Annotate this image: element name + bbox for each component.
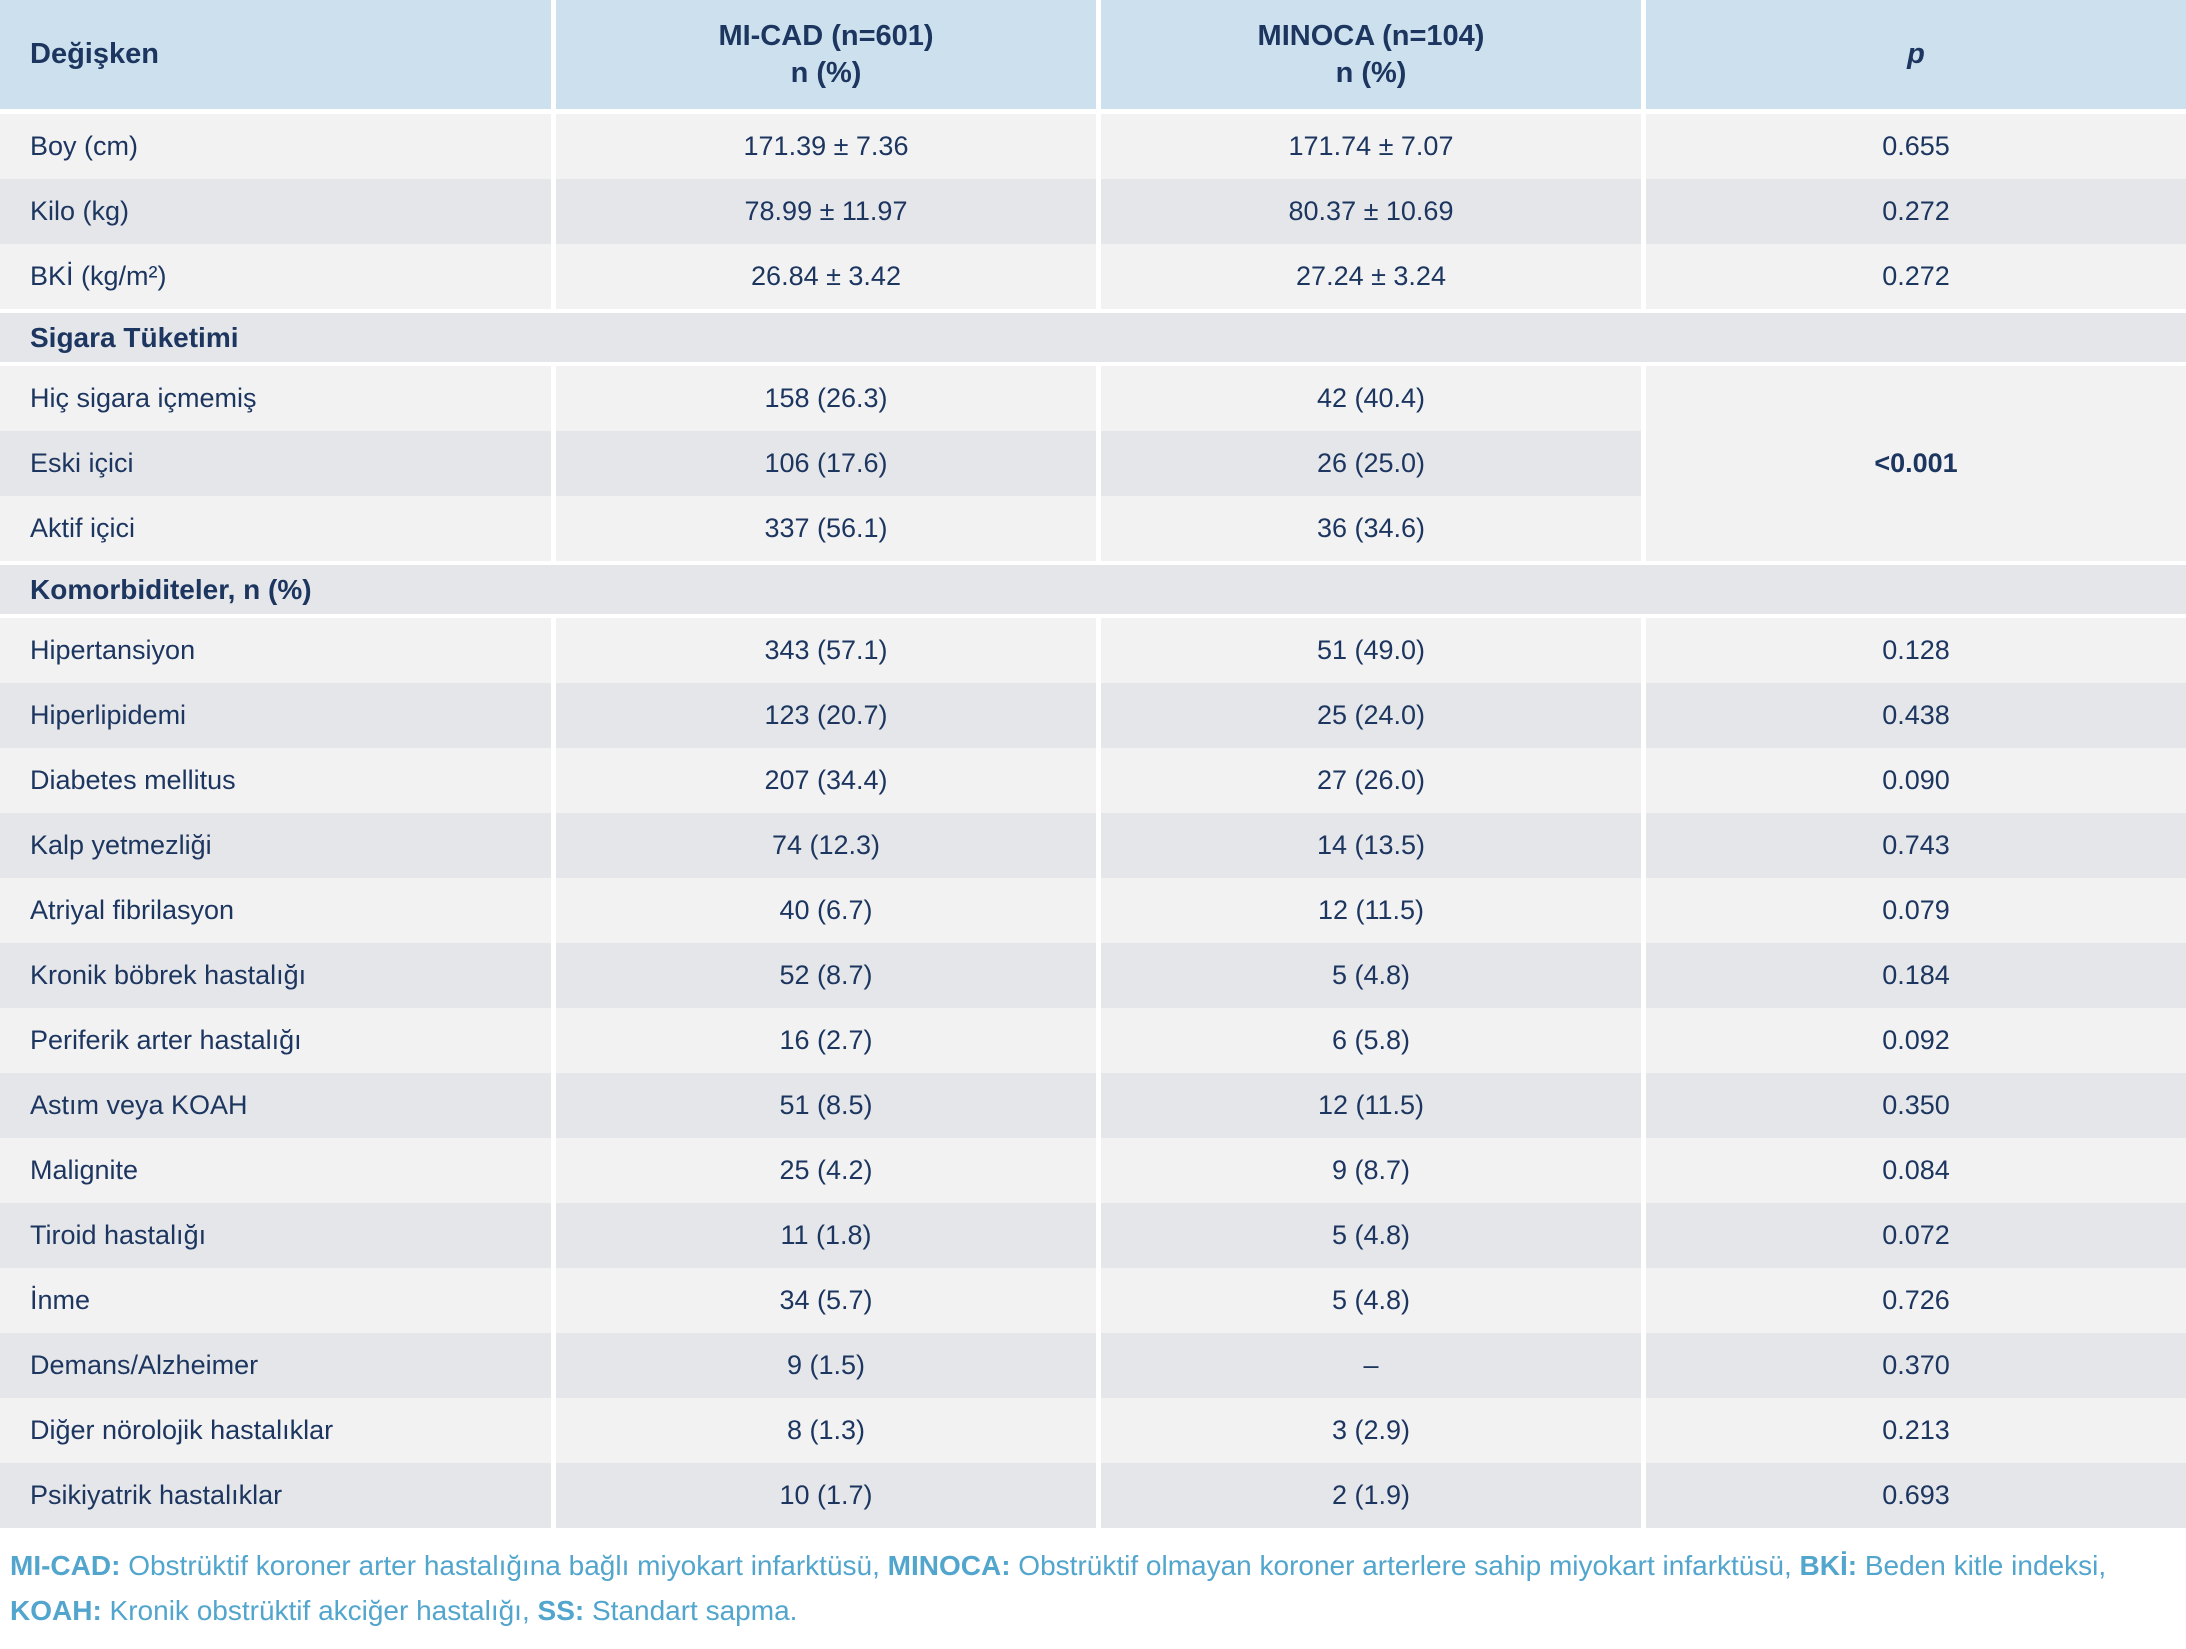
column-header-variable: [0, 0, 551, 114]
table-row: [0, 618, 2186, 683]
p-value-cell: 0.438: [1641, 683, 2186, 748]
minoca-value-cell: 42 (40.4): [1096, 366, 1641, 431]
micad-value-cell: 10 (1.7): [551, 1463, 1096, 1528]
p-value-cell: 0.272: [1641, 179, 2186, 244]
variable-cell: Demans/Alzheimer: [0, 1333, 551, 1398]
micad-value-cell: 8 (1.3): [551, 1398, 1096, 1463]
minoca-value-cell: –: [1096, 1333, 1641, 1398]
column-header-sublabel: n (%): [790, 56, 862, 89]
micad-value-cell: 25 (4.2): [551, 1138, 1096, 1203]
variable-cell: Boy (cm): [0, 114, 551, 179]
p-value-cell: 0.272: [1641, 244, 2186, 309]
minoca-value-cell: 51 (49.0): [1096, 618, 1641, 683]
footnote-text: Beden kitle indeksi,: [1857, 1550, 2107, 1581]
micad-value-cell: 337 (56.1): [551, 496, 1096, 561]
table-row: [0, 1138, 2186, 1203]
footnote-text: Kronik obstrüktif akciğer hastalığı,: [101, 1594, 538, 1626]
variable-cell: İnme: [0, 1268, 551, 1333]
p-value-cell: 0.743: [1641, 813, 2186, 878]
minoca-value-cell: 25 (24.0): [1096, 683, 1641, 748]
footnote-abbreviation: BKİ:: [1799, 1550, 1858, 1581]
minoca-value-cell: 9 (8.7): [1096, 1138, 1641, 1203]
micad-value-cell: 78.99 ± 11.97: [551, 179, 1096, 244]
variable-cell: Aktif içici: [0, 496, 551, 561]
variable-cell: Malignite: [0, 1138, 551, 1203]
footnote-text: Standart sapma.: [584, 1594, 798, 1626]
minoca-value-cell: 12 (11.5): [1096, 878, 1641, 943]
footnote-abbreviation: MINOCA:: [887, 1550, 1011, 1581]
minoca-value-cell: 26 (25.0): [1096, 431, 1641, 496]
micad-value-cell: 40 (6.7): [551, 878, 1096, 943]
section-row: [0, 561, 2186, 618]
micad-value-cell: 16 (2.7): [551, 1008, 1096, 1073]
footnote-abbreviation: MI-CAD:: [10, 1550, 121, 1581]
variable-cell: Diabetes mellitus: [0, 748, 551, 813]
micad-value-cell: 74 (12.3): [551, 813, 1096, 878]
p-value-cell: 0.370: [1641, 1333, 2186, 1398]
table-header: [0, 0, 2186, 114]
p-value-cell: 0.213: [1641, 1398, 2186, 1463]
minoca-value-cell: 14 (13.5): [1096, 813, 1641, 878]
footnote-abbreviation: KOAH:: [10, 1594, 102, 1626]
minoca-value-cell: 27.24 ± 3.24: [1096, 244, 1641, 309]
table-row: [0, 1008, 2186, 1073]
column-header-label: Değişken: [30, 38, 159, 71]
variable-cell: Psikiyatrik hastalıklar: [0, 1463, 551, 1528]
p-value-cell: 0.693: [1641, 1463, 2186, 1528]
p-value-cell: 0.084: [1641, 1138, 2186, 1203]
micad-value-cell: 26.84 ± 3.42: [551, 244, 1096, 309]
variable-cell: Kilo (kg): [0, 179, 551, 244]
micad-value-cell: 343 (57.1): [551, 618, 1096, 683]
variable-cell: Astım veya KOAH: [0, 1073, 551, 1138]
variable-cell: Eski içici: [0, 431, 551, 496]
table-row: [0, 244, 2186, 309]
section-label: Komorbiditeler, n (%): [0, 561, 2186, 618]
minoca-value-cell: 5 (4.8): [1096, 1203, 1641, 1268]
variable-cell: Atriyal fibrilasyon: [0, 878, 551, 943]
footnote-text: Obstrüktif koroner arter hastalığına bağlı miyokart infarktüsü,: [120, 1550, 888, 1581]
variable-cell: Kalp yetmezliği: [0, 813, 551, 878]
minoca-value-cell: 80.37 ± 10.69: [1096, 179, 1641, 244]
micad-value-cell: 51 (8.5): [551, 1073, 1096, 1138]
p-value-cell: 0.090: [1641, 748, 2186, 813]
footnote: [0, 1544, 2186, 1634]
minoca-value-cell: 6 (5.8): [1096, 1008, 1641, 1073]
minoca-value-cell: 3 (2.9): [1096, 1398, 1641, 1463]
p-value-cell: 0.072: [1641, 1203, 2186, 1268]
minoca-value-cell: 12 (11.5): [1096, 1073, 1641, 1138]
table-row: [0, 1398, 2186, 1463]
p-value-cell: 0.092: [1641, 1008, 2186, 1073]
table-row: [0, 943, 2186, 1008]
column-header-label: MINOCA (n=104): [1257, 20, 1485, 53]
variable-cell: Hipertansiyon: [0, 618, 551, 683]
table-row: [0, 683, 2186, 748]
section-row: [0, 309, 2186, 366]
p-value-cell: 0.184: [1641, 943, 2186, 1008]
table-row: [0, 748, 2186, 813]
column-header-p: [1641, 0, 2186, 114]
micad-value-cell: 11 (1.8): [551, 1203, 1096, 1268]
variable-cell: Hiperlipidemi: [0, 683, 551, 748]
p-value-cell: 0.655: [1641, 114, 2186, 179]
micad-value-cell: 171.39 ± 7.36: [551, 114, 1096, 179]
minoca-value-cell: 5 (4.8): [1096, 1268, 1641, 1333]
variable-cell: Periferik arter hastalığı: [0, 1008, 551, 1073]
p-value-cell: 0.350: [1641, 1073, 2186, 1138]
minoca-value-cell: 171.74 ± 7.07: [1096, 114, 1641, 179]
table-row: [0, 1268, 2186, 1333]
table-body: [0, 114, 2186, 1528]
table-row: [0, 179, 2186, 244]
table-row: [0, 1463, 2186, 1528]
table-row: [0, 878, 2186, 943]
p-value-cell: 0.128: [1641, 618, 2186, 683]
variable-cell: Kronik böbrek hastalığı: [0, 943, 551, 1008]
column-header-label: p: [1907, 38, 1925, 71]
micad-value-cell: 9 (1.5): [551, 1333, 1096, 1398]
micad-value-cell: 123 (20.7): [551, 683, 1096, 748]
table-row: [0, 366, 2186, 431]
column-header-micad: [551, 0, 1096, 114]
micad-value-cell: 34 (5.7): [551, 1268, 1096, 1333]
micad-value-cell: 52 (8.7): [551, 943, 1096, 1008]
p-value-cell: 0.079: [1641, 878, 2186, 943]
micad-value-cell: 106 (17.6): [551, 431, 1096, 496]
footnote-abbreviation: SS:: [537, 1594, 585, 1626]
variable-cell: Hiç sigara içmemiş: [0, 366, 551, 431]
minoca-value-cell: 5 (4.8): [1096, 943, 1641, 1008]
table-row: [0, 1333, 2186, 1398]
footnote-text: Obstrüktif olmayan koroner arterlere sahip miyokart infarktüsü,: [1010, 1550, 1800, 1581]
table-row: [0, 1203, 2186, 1268]
table-row: [0, 813, 2186, 878]
micad-value-cell: 158 (26.3): [551, 366, 1096, 431]
variable-cell: BKİ (kg/m²): [0, 244, 551, 309]
minoca-value-cell: 36 (34.6): [1096, 496, 1641, 561]
micad-value-cell: 207 (34.4): [551, 748, 1096, 813]
column-header-minoca: [1096, 0, 1641, 114]
header-row: [0, 0, 2186, 114]
variable-cell: Diğer nörolojik hastalıklar: [0, 1398, 551, 1463]
column-header-sublabel: n (%): [1335, 56, 1407, 89]
p-value-cell: <0.001: [1641, 366, 2186, 561]
minoca-value-cell: 27 (26.0): [1096, 748, 1641, 813]
minoca-value-cell: 2 (1.9): [1096, 1463, 1641, 1528]
table-row: [0, 114, 2186, 179]
column-header-label: MI-CAD (n=601): [718, 20, 934, 53]
table-row: [0, 1073, 2186, 1138]
section-label: Sigara Tüketimi: [0, 309, 2186, 366]
variable-cell: Tiroid hastalığı: [0, 1203, 551, 1268]
p-value-cell: 0.726: [1641, 1268, 2186, 1333]
